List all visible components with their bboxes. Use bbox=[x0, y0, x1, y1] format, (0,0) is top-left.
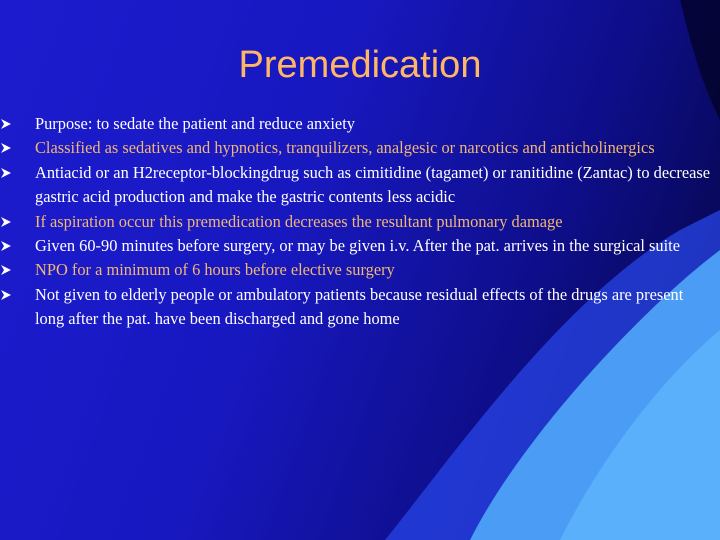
bullet-item bbox=[0, 136, 716, 160]
bullet-item bbox=[0, 258, 716, 282]
arrowhead-icon bbox=[0, 167, 12, 179]
bullet-text: NPO for a minimum of 6 hours before elective surgery bbox=[35, 260, 395, 280]
arrowhead-icon bbox=[0, 289, 12, 301]
bullet-text: Given 60-90 minutes before surgery, or may be given i.v. After the pat. arrives in the surgical suite bbox=[35, 236, 680, 256]
arrowhead-icon bbox=[0, 240, 12, 252]
bullet-item bbox=[0, 234, 716, 258]
bullet-item bbox=[0, 283, 716, 332]
arrowhead-icon bbox=[0, 118, 12, 130]
arrowhead-icon bbox=[0, 142, 12, 154]
bullet-text: If aspiration occur this premedication decreases the resultant pulmonary damage bbox=[35, 211, 563, 231]
bullet-text: Purpose: to sedate the patient and reduce anxiety bbox=[35, 114, 355, 133]
bullet-item bbox=[0, 210, 716, 234]
bullet-text: Antiacid or an H2receptor-blockingdrug such as cimitidine (tagamet) or ranitidine (Zantac) to decrease gastric acid production and make the gastric contents less acidic bbox=[35, 162, 711, 207]
arrowhead-icon bbox=[0, 264, 12, 276]
bullet-text: Classified as sedatives and hypnotics, tranquilizers, analgesic or narcotics and anticholinergics bbox=[35, 138, 655, 158]
bullet-text: Not given to elderly people or ambulatory patients because residual effects of the drugs are present long after the pat. have been discharged and gone home bbox=[35, 284, 684, 329]
arrowhead-icon bbox=[0, 216, 12, 228]
slide-title: Premedication bbox=[238, 44, 482, 86]
bullet-item bbox=[0, 161, 716, 210]
bullet-list bbox=[0, 112, 716, 332]
bullet-item bbox=[0, 112, 716, 136]
